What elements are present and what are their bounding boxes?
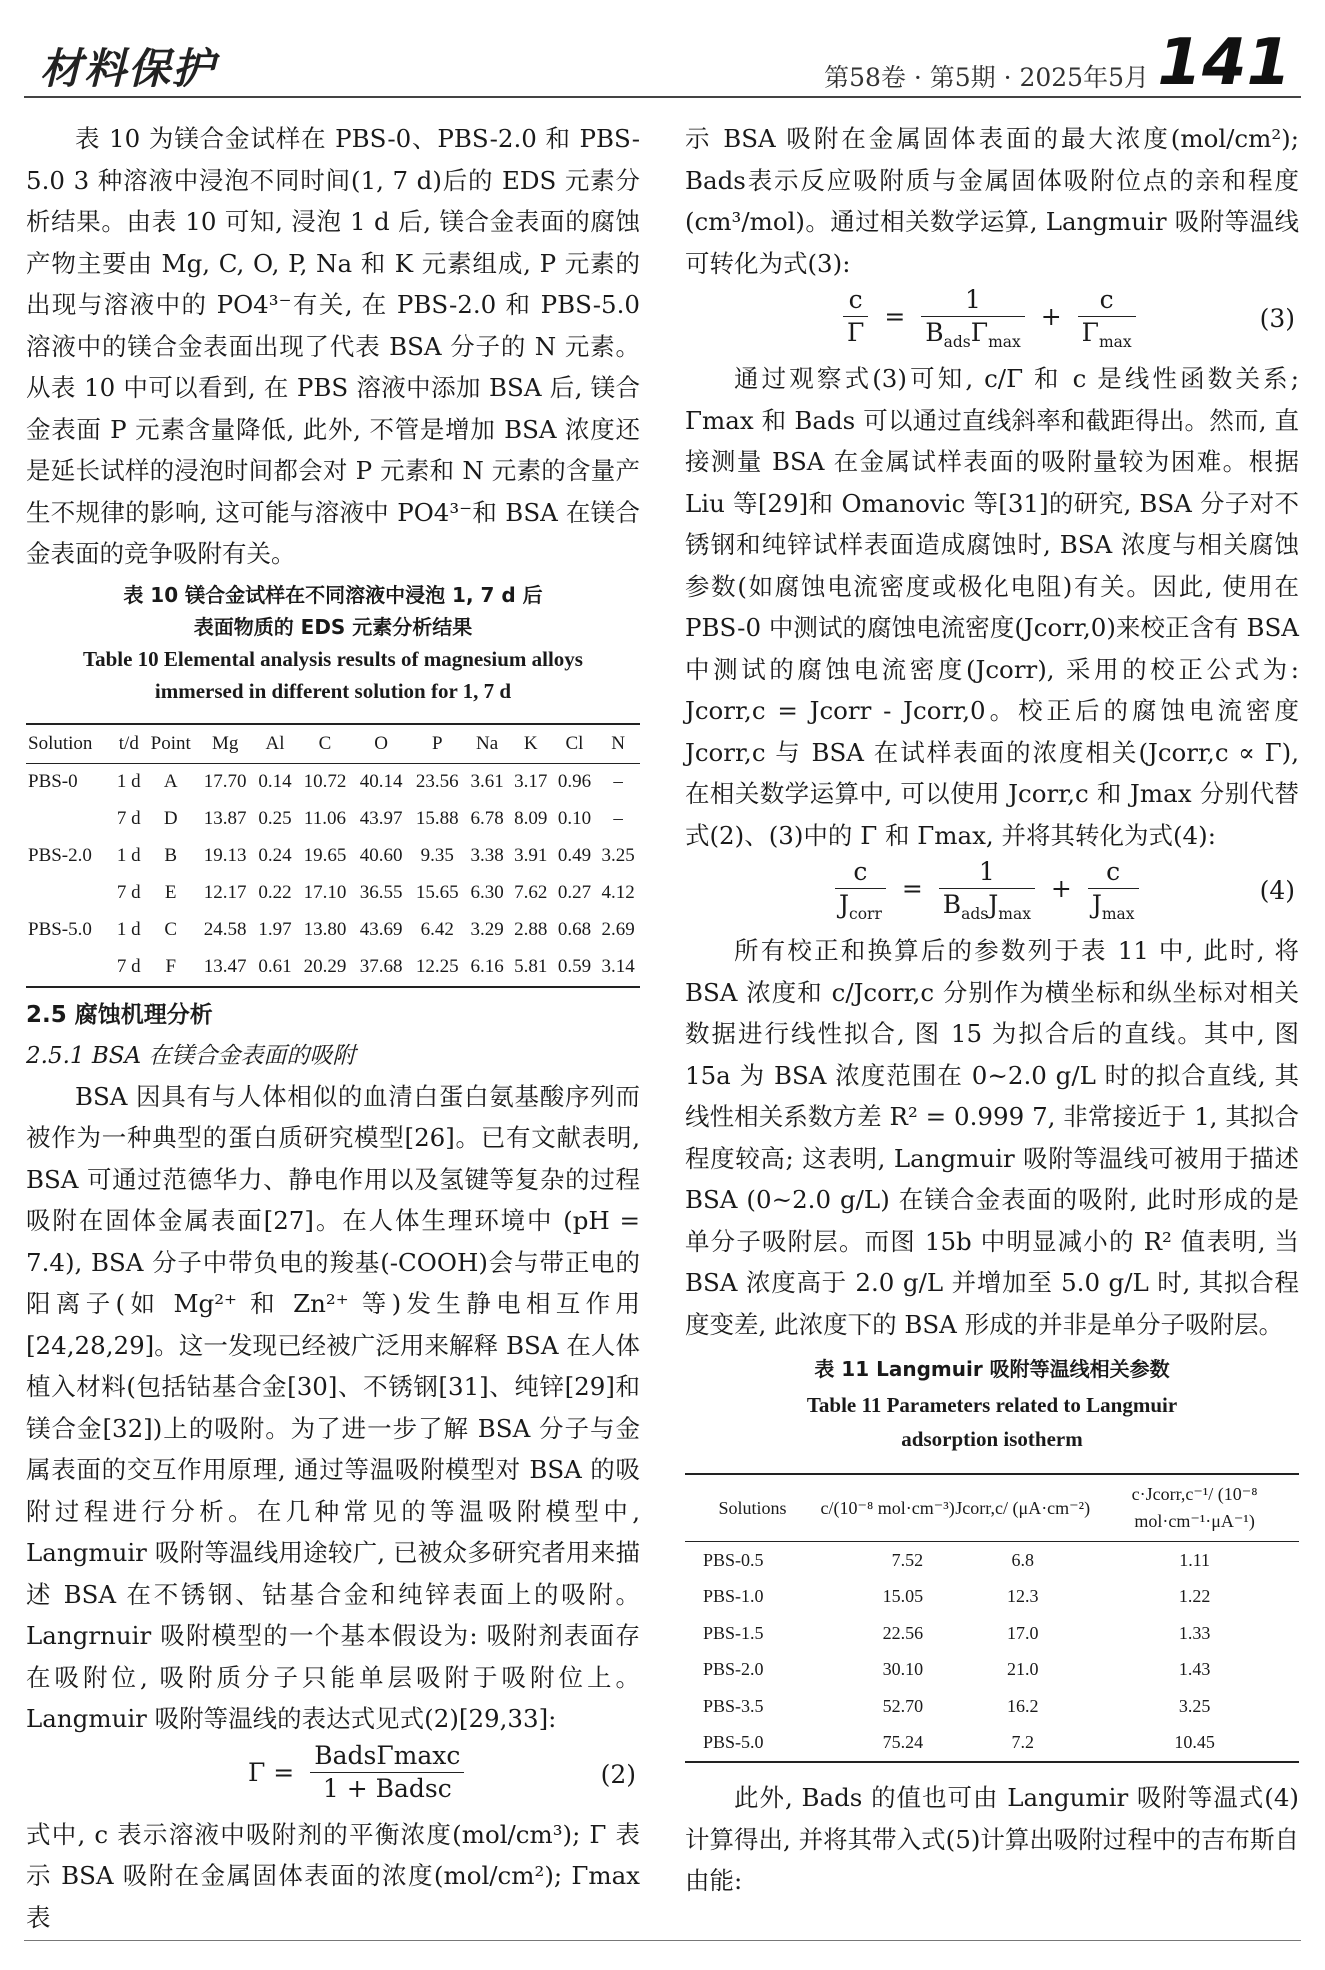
table11-header: c·Jcorr,c⁻¹/ (10⁻⁸ mol·cm⁻¹·μA⁻¹) bbox=[1090, 1474, 1299, 1542]
table10-cell: 11.06 bbox=[303, 808, 346, 829]
table10-cell: F bbox=[165, 956, 177, 977]
table10-row bbox=[26, 838, 640, 875]
table10-cell: 13.87 bbox=[203, 808, 247, 829]
table10-header: Na bbox=[465, 724, 509, 764]
table10-header: Solution bbox=[26, 724, 113, 764]
eq4-fraction-2: c $J_{max}$ bbox=[1088, 856, 1139, 921]
section-heading-2-5: 2.5 腐蚀机理分析 bbox=[26, 1001, 213, 1028]
table11-cell: 22.56 bbox=[882, 1622, 924, 1643]
table10-cell: A bbox=[163, 771, 178, 792]
table10-cell: 0.49 bbox=[557, 845, 592, 866]
table10-cell: 6.16 bbox=[470, 956, 504, 977]
table10-header: O bbox=[353, 724, 409, 764]
table10-cell: 19.65 bbox=[303, 845, 347, 866]
page-header bbox=[26, 20, 1299, 100]
table10-cell: 24.58 bbox=[203, 919, 247, 940]
table10-row bbox=[26, 875, 640, 912]
table10-header: C bbox=[297, 724, 353, 764]
table11-cell: 1.11 bbox=[1179, 1549, 1211, 1570]
paragraph-corrosion-correction: 通过观察式(3)可知, c/Γ 和 c 是线性函数关系; Γmax 和 Bads 可以通过直线斜率和截距得出。然而, 直接测量 BSA 在金属试样表面的吸附量较为困难。根据 Liu 等[29]和 Omanovic 等[31]的研究, BSA 分子对不锈钢和纯锌试样表面造成腐蚀时, BSA 浓度与相关腐蚀参数(如腐蚀电流密度或极化电阻)有关。因此, 使用在 PBS-0 中测试的腐蚀电流密度(Jcorr,0)来校正含有 BSA 中测试的腐蚀电流密度(Jcorr), 采用的校正公式为: Jcorr,c = Jcorr - Jcorr,0。校正后的腐蚀电流密度 Jcorr,c 与 BSA 在试样表面的浓度相关(Jcorr,c ∝ Γ), 在相关数学运算中, 可以使用 Jcorr,c 和 Jmax 分别代替式(2)、(3)中的 Γ 和 Γmax, 并将其转化为式(4): bbox=[685, 364, 1299, 850]
table10-cell: 0.27 bbox=[557, 882, 592, 903]
table11-cell: 7.2 bbox=[1011, 1732, 1034, 1753]
eq2-numerator: BadsΓmaxc bbox=[310, 1740, 464, 1773]
table10-header: N bbox=[596, 724, 640, 764]
table10-row bbox=[26, 801, 640, 838]
table11-header-row bbox=[685, 1474, 1299, 1542]
table11-row bbox=[685, 1725, 1299, 1763]
eq2-fraction bbox=[310, 1740, 464, 1805]
table10-cell: 0.22 bbox=[258, 882, 292, 903]
eq2-number: (2) bbox=[600, 1759, 636, 1789]
table10-row bbox=[26, 912, 640, 949]
table10-cell: 36.55 bbox=[359, 882, 403, 903]
equation-4: c $J_{corr}$ = 1 $B_{ads}J_{max}$ + c $J_{max}$ (4) bbox=[685, 856, 1299, 930]
table10-cell: – bbox=[613, 808, 623, 829]
page-number: 141 bbox=[1157, 26, 1291, 100]
eq2-denominator: 1 + Badsc bbox=[322, 1773, 452, 1803]
table10-caption-en-2: immersed in different solution for 1, 7 d bbox=[154, 678, 512, 703]
table10-header: Point bbox=[144, 724, 197, 764]
table10-cell: 40.14 bbox=[359, 771, 403, 792]
paragraph-langmuir-transform: 示 BSA 吸附在金属固体表面的最大浓度(mol/cm²); Bads表示反应吸附质与金属固体吸附位点的亲和程度(cm³/mol)。通过相关数学运算, Langmuir 吸附等温线可转化为式(3): bbox=[685, 124, 1299, 278]
table10-header: Al bbox=[253, 724, 297, 764]
equation-3: $\frac{c}{\Gamma}$ = 1 $B_{ads}\Gamma_{max}$ + c $\Gamma_{max}$ (3) bbox=[685, 284, 1299, 358]
table10-row bbox=[26, 763, 640, 801]
table10-header: P bbox=[409, 724, 465, 764]
table10-cell: 19.13 bbox=[203, 845, 247, 866]
table10-cell: 7.62 bbox=[514, 882, 548, 903]
table10-cell: 0.68 bbox=[557, 919, 592, 940]
table10-cell: 15.88 bbox=[415, 808, 459, 829]
table10-cell: 3.14 bbox=[601, 956, 635, 977]
table11-cell: PBS-3.5 bbox=[703, 1695, 764, 1716]
table-10 bbox=[26, 723, 640, 988]
table10-body bbox=[26, 763, 640, 987]
eq4-fraction-1: 1 $B_{ads}J_{max}$ bbox=[939, 856, 1035, 921]
table10-cell bbox=[26, 801, 113, 838]
table10-cell: 37.68 bbox=[359, 956, 403, 977]
table10-cell: 2.88 bbox=[514, 919, 548, 940]
table11-cell: 12.3 bbox=[1006, 1586, 1039, 1607]
table10-cell: 0.59 bbox=[557, 956, 592, 977]
table11-cell: 16.2 bbox=[1006, 1695, 1039, 1716]
table10-caption-cn-2: 表面物质的 EDS 元素分析结果 bbox=[193, 614, 473, 639]
table11-caption-cn: 表 11 Langmuir 吸附等温线相关参数 bbox=[814, 1357, 1170, 1381]
table11-cell: 7.52 bbox=[891, 1549, 924, 1570]
table11-header: Solutions bbox=[685, 1474, 820, 1542]
header-rule bbox=[24, 96, 1301, 98]
table10-cell bbox=[26, 949, 113, 987]
table11-cell: PBS-0.5 bbox=[703, 1549, 764, 1570]
table10-cell: 1 d bbox=[116, 919, 141, 940]
table11-row bbox=[685, 1542, 1299, 1579]
table11-cell: 3.25 bbox=[1178, 1695, 1211, 1716]
table10-header-row bbox=[26, 724, 640, 764]
table10-cell: 3.61 bbox=[470, 771, 504, 792]
table11-header: c/(10⁻⁸ mol·cm⁻³) bbox=[820, 1474, 955, 1542]
table10-cell: 12.17 bbox=[203, 882, 247, 903]
table10-cell: – bbox=[613, 771, 623, 792]
table10-cell: 7 d bbox=[116, 882, 141, 903]
table10-cell: C bbox=[164, 919, 178, 940]
table10-cell: 20.29 bbox=[303, 956, 347, 977]
table10-cell: 0.24 bbox=[258, 845, 292, 866]
table11-cell: PBS-1.5 bbox=[703, 1622, 764, 1643]
table10-cell: 43.97 bbox=[359, 808, 403, 829]
eq2-lhs: Γ = bbox=[248, 1757, 295, 1787]
journal-logo: 材料保护 bbox=[40, 44, 217, 93]
table11-cell: 75.24 bbox=[882, 1732, 924, 1753]
table11-caption-en-2: adsorption isotherm bbox=[901, 1427, 1083, 1451]
table10-cell: 3.29 bbox=[470, 919, 504, 940]
table10-cell: 0.96 bbox=[557, 771, 592, 792]
table10-cell: PBS-0 bbox=[28, 771, 78, 792]
table10-cell: 13.80 bbox=[303, 919, 347, 940]
table11-cell: PBS-1.0 bbox=[703, 1586, 764, 1607]
table11-row bbox=[685, 1615, 1299, 1652]
table11-cell: 17.0 bbox=[1006, 1622, 1039, 1643]
table10-cell: 7 d bbox=[116, 808, 141, 829]
paragraph-eq2-definitions: 式中, c 表示溶液中吸附剂的平衡浓度(mol/cm³); Γ 表示 BSA 吸附在金属固体表面的浓度(mol/cm²); Γmax 表 bbox=[26, 1819, 640, 1932]
footer-rule bbox=[24, 1940, 1301, 1941]
table11-body bbox=[685, 1542, 1299, 1763]
eq3-number: (3) bbox=[1259, 304, 1295, 333]
table10-header: t/d bbox=[113, 724, 144, 764]
table10-header: Cl bbox=[553, 724, 597, 764]
table10-cell: D bbox=[163, 808, 178, 829]
table10-cell: 5.81 bbox=[514, 956, 548, 977]
table11-cell: PBS-2.0 bbox=[703, 1659, 764, 1680]
table10-header: K bbox=[509, 724, 553, 764]
table10-cell: 12.25 bbox=[415, 956, 459, 977]
table10-cell: 17.70 bbox=[203, 771, 247, 792]
table10-cell: 2.69 bbox=[601, 919, 635, 940]
table11-cell: 1.22 bbox=[1178, 1586, 1211, 1607]
table11-cell: 52.70 bbox=[882, 1695, 924, 1716]
section-heading-2-5-1: 2.5.1 BSA 在镁合金表面的吸附 bbox=[26, 1042, 356, 1069]
table10-cell: 6.78 bbox=[470, 808, 504, 829]
table10-caption-cn-1: 表 10 镁合金试样在不同溶液中浸泡 1, 7 d 后 bbox=[123, 582, 543, 607]
left-column bbox=[26, 118, 640, 1938]
table10-cell: 0.14 bbox=[258, 771, 292, 792]
eq4-number: (4) bbox=[1259, 876, 1295, 905]
table10-cell: 3.17 bbox=[514, 771, 548, 792]
table11-cell: 30.10 bbox=[882, 1659, 924, 1680]
table11-cell: 15.05 bbox=[882, 1586, 924, 1607]
paragraph-bsa-adsorption: BSA 因具有与人体相似的血清白蛋白氨基酸序列而被作为一种典型的蛋白质研究模型[26]。已有文献表明, BSA 可通过范德华力、静电作用以及氢键等复杂的过程吸附在固体金属表面[27]。在人体生理环境中 (pH = 7.4), BSA 分子中带负电的羧基(-COOH)会与带正电的阳离子(如 Mg²⁺ 和 Zn²⁺ 等)发生静电相互作用[24,28,29]。这一发现已经被广泛用来解释 BSA 在人体植入材料(包括钴基合金[30]、不锈钢[31]、纯锌[29]和镁合金[32])上的吸附。为了进一步了解 BSA 分子与金属表面的交互作用原理, 通过等温吸附模型对 BSA 的吸附过程进行分析。在几种常见的等温吸附模型中, Langmuir 吸附等温线用途较广, 已被众多研究者用来描述 BSA 在不锈钢、钴基合金和纯锌表面上的吸附。Langrnuir 吸附模型的一个基本假设为: 吸附剂表面存在吸附位, 吸附质分子只能单层吸附于吸附位上。Langmuir 吸附等温线的表达式见式(2)[29,33]: bbox=[26, 1081, 640, 1733]
table-11 bbox=[685, 1473, 1299, 1763]
table10-cell: E bbox=[164, 882, 177, 903]
table11-cell: 1.43 bbox=[1178, 1659, 1211, 1680]
table10-cell: 6.42 bbox=[420, 919, 454, 940]
paragraph-gibbs: 此外, Bads 的值也可由 Langumir 吸附等温式(4)计算得出, 并将其带入式(5)计算出吸附过程中的吉布斯自由能: bbox=[685, 1783, 1299, 1895]
table10-cell: 1.97 bbox=[258, 919, 292, 940]
table10-cell: 4.12 bbox=[601, 882, 635, 903]
table11-row bbox=[685, 1688, 1299, 1725]
table10-cell: 10.72 bbox=[303, 771, 347, 792]
table11-row bbox=[685, 1652, 1299, 1689]
table10-caption-en-1: Table 10 Elemental analysis results of magnesium alloys bbox=[83, 646, 583, 671]
table10-cell: 0.61 bbox=[258, 956, 292, 977]
table10-cell: 3.38 bbox=[470, 845, 504, 866]
paragraph-fitting: 所有校正和换算后的参数列于表 11 中, 此时, 将 BSA 浓度和 c/Jcorr,c 分别作为横坐标和纵坐标对相关数据进行线性拟合, 图 15 为拟合后的直线。其中, 图 15a 为 BSA 浓度范围在 0~2.0 g/L 时的拟合直线, 其线性相关系数方差 R² = 0.999 7, 非常接近于 1, 其拟合程度较高; 这表明, Langmuir 吸附等温线可被用于描述 BSA (0~2.0 g/L) 在镁合金表面的吸附, 此时形成的是单分子吸附层。而图 15b 中明显减小的 R² 值表明, 当 BSA 浓度高于 2.0 g/L 并增加至 5.0 g/L 时, 其拟合程度变差, 此浓度下的 BSA 形成的并非是单分子吸附层。 bbox=[685, 936, 1299, 1339]
table10-cell: 6.30 bbox=[470, 882, 504, 903]
eq3-lhs-fraction: $\frac{c}{\Gamma}$ bbox=[843, 284, 868, 349]
table10-cell: 0.10 bbox=[557, 808, 592, 829]
table10-cell bbox=[26, 875, 113, 912]
paragraph-eds: 表 10 为镁合金试样在 PBS-0、PBS-2.0 和 PBS-5.0 3 种溶液中浸泡不同时间(1, 7 d)后的 EDS 元素分析结果。由表 10 可知, 浸泡 1 d 后, 镁合金表面的腐蚀产物主要由 Mg, C, O, P, Na 和 K 元素组成, P 元素的出现与溶液中的 PO4³⁻有关, 在 PBS-2.0 和 PBS-5.0 溶液中的镁合金表面出现了代表 BSA 分子的 N 元素。从表 10 中可以看到, 在 PBS 溶液中添加 BSA 后, 镁合金表面 P 元素含量降低, 此外, 不管是增加 BSA 浓度还是延长试样的浸泡时间都会对 P 元素和 N 元素的含量产生不规律的影响, 这可能与溶液中 PO4³⁻和 BSA 在镁合金表面的竞争吸附有关。 bbox=[26, 124, 640, 568]
table11-cell: 10.45 bbox=[1174, 1732, 1215, 1753]
eq3-fraction-1: 1 $B_{ads}\Gamma_{max}$ bbox=[921, 284, 1025, 349]
table10-cell: B bbox=[164, 845, 178, 866]
table11-cell: 1.33 bbox=[1178, 1622, 1211, 1643]
table10-cell: 3.91 bbox=[514, 845, 548, 866]
table11-header: Jcorr,c/ (μA·cm⁻²) bbox=[955, 1474, 1090, 1542]
table10-cell: 17.10 bbox=[303, 882, 347, 903]
table10-cell: 40.60 bbox=[359, 845, 403, 866]
table10-cell: 3.25 bbox=[601, 845, 635, 866]
table10-cell: PBS-2.0 bbox=[28, 845, 92, 866]
table11-row bbox=[685, 1579, 1299, 1616]
table10-cell: 7 d bbox=[116, 956, 141, 977]
table10-cell: 1 d bbox=[116, 771, 141, 792]
table10-cell: PBS-5.0 bbox=[28, 919, 92, 940]
table11-caption-en-1: Table 11 Parameters related to Langmuir bbox=[806, 1393, 1178, 1417]
table10-header: Mg bbox=[197, 724, 253, 764]
table10-cell: 15.65 bbox=[415, 882, 459, 903]
table11-cell: 21.0 bbox=[1006, 1659, 1039, 1680]
table10-cell: 8.09 bbox=[514, 808, 548, 829]
table11-cell: 6.8 bbox=[1011, 1549, 1034, 1570]
table10-row bbox=[26, 949, 640, 987]
table10-cell: 1 d bbox=[116, 845, 141, 866]
eq3-fraction-2: c $\Gamma_{max}$ bbox=[1078, 284, 1136, 349]
eq4-lhs-fraction: c $J_{corr}$ bbox=[835, 856, 886, 921]
table10-cell: 43.69 bbox=[359, 919, 403, 940]
table10-cell: 0.25 bbox=[258, 808, 292, 829]
issue-info: 第58卷 · 第5期 · 2025年5月 bbox=[824, 63, 1149, 92]
table10-cell: 9.35 bbox=[420, 845, 454, 866]
table10-cell: 13.47 bbox=[203, 956, 247, 977]
right-column bbox=[685, 118, 1299, 1902]
table11-cell: PBS-5.0 bbox=[703, 1732, 764, 1753]
table10-cell: 23.56 bbox=[415, 771, 459, 792]
equation-2 bbox=[26, 1740, 640, 1814]
